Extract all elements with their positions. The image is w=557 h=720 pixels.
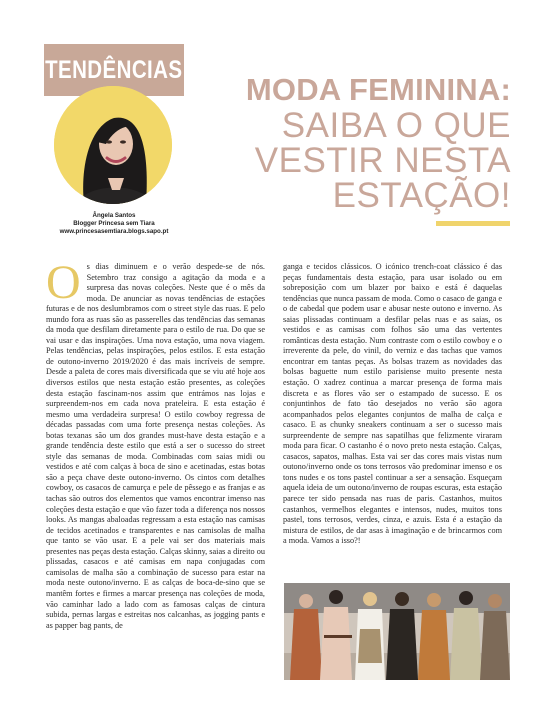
street-style-photo bbox=[284, 583, 510, 680]
author-name: Ângela Santos bbox=[92, 212, 136, 219]
headline-line1: MODA FEMININA: bbox=[245, 72, 511, 107]
article-text-2: ganga e tecidos clássicos. O icónico trench-coat clássico é das peças fundamentais desta estação, para usar isolado ou em sobreposição com um blazer por baixo e está é daquelas tendências que nunca passam de moda. Como o casaco de ganga e o de cabedal que podem usar e abusar neste outono e inverno. As saias plissadas continuam a desfilar pelas ruas e as saias, os vestidos e as camisas com folhos são uma das vertentes românticas desta estação. Num contraste com o estilo cowboy e o irreverente da pele, do vinil, do verniz e das tachas que vamos encontrar em tantas peças. As bolsas trazem as novidades das bolsas baguette num estilo parisiense muito presente nesta estação. O xadrez continua a marcar presença de forma mais discreta e as flores vão ser o estampado de sucesso. E os conjuntinhos de fato tão desejados no verão são agora acompanhados pelos elegantes conjuntos de malha de calça e casaco. E as chunky sneakers continuam a ser o sucesso mais surpreendente de sempre nas sapatilhas que felizmente viraram moda para ficar. O castanho é o novo preto nesta estação. Calças, casacos, sapatos, malhas. Esta vai ser das cores mais vistas num outono/inverno onde os tons terrosos vão predominar imenso e os tons nudes e os tons pastel continuar a ser a sensação. Esqueçam aquela ideia de um outono/inverno de roupas escuras, esta estação parece ter sido pensada nas ruas de paris. Castanhos, muitos castanhos, vermelhos elegantes e intensos, nudes, muitos tons pastel, tons terrosos, verdes, cinza, e azuis. Esta é a estação da mistura de estilos, de dar asas à imaginação e de brincarmos com a moda. Vamos a isso?! bbox=[283, 262, 502, 546]
section-label: TENDÊNCIAS bbox=[45, 55, 183, 84]
author-portrait bbox=[54, 86, 172, 204]
headline-line3: VESTIR NESTA bbox=[254, 141, 511, 180]
author-credit bbox=[40, 212, 188, 236]
author-photo bbox=[54, 86, 172, 204]
author-role: Blogger Princesa sem Tiara bbox=[73, 220, 155, 227]
accent-bar bbox=[436, 221, 510, 226]
article-column-1 bbox=[46, 262, 265, 682]
headline-line2: SAIBA O QUE bbox=[281, 106, 511, 145]
article-column-2 bbox=[283, 262, 502, 578]
article-text-1: s dias diminuem e o verão despede-se de nós. Setembro traz consigo a agitação da moda e a surpresa das novas coleções. Neste que é o mês da moda. De anunciar as novas tendências de estações futuras e de nos deslumbramos com o street style das ruas. E pelo mundo fora as ruas são as passerelles das tendências das semanas da moda que desfilam diretamente para o estilo de rua. Do que se vai usar e das inspirações. Uma nova estação, uma nova viagem. Pelas tendências, pelas inspirações, pelos estilos. E esta estação de outono-inverno 2019/2020 é das mais incríveis de sempre. Desde a paleta de cores mais diversificada que se viu até hoje aos diversos estilos que nesta estação estão presentes, as coleções desta estação fascinam-nos assim que entrámos nas lojas e surpreendem-nos em cada nova prateleira. E esta estação é mesmo uma verdadeira surpresa! O estilo cowboy regressa de décadas passadas com uma forte presença nestas coleções. As botas texanas são um dos grandes must-have desta estação e a grande tendência deste estilo que está a ser o sucesso do street style das semanas de moda. Combinadas com saias midi ou vestidos e até com calças à boca de sino e acetinadas, estas botas são a peça chave deste outono-inverno. Os cintos com detalhes cowboy, os casacos de camurça e pele de pêssego e as franjas e as tachas são outros dos elementos que vamos encontrar imenso nas coleções desta estação e que vão fazer toda a diferença nos nossos looks. As mangas abaloadas regressam a esta estação nas camisas de tecidos acetinados e transparentes e nas camisolas de malha que tanto se vão usar. E a pele vai ser dos materiais mais presentes nas peças desta estação. Calças skinny, saias a direito ou plissadas, casacos e até camisas em napa conjugadas com camisolas de malha são a combinação de sucesso para estar na moda neste outono/inverno. E as calças de boca-de-sino que se mantêm fortes e firmes a marcar presença nas coleções de moda, vão caminhar lado a lado com as famosas calças de cintura subida, pernas largas e estreitas nos calcanhas, as jogging pants e as papper bag pants, de bbox=[46, 262, 265, 630]
author-url[interactable]: www.princesasemtiara.blogs.sapo.pt bbox=[59, 228, 169, 235]
drop-cap: O bbox=[46, 262, 81, 309]
runway-image bbox=[284, 583, 510, 680]
page-title bbox=[216, 72, 511, 213]
headline-line4: ESTAÇÃO! bbox=[332, 176, 511, 215]
